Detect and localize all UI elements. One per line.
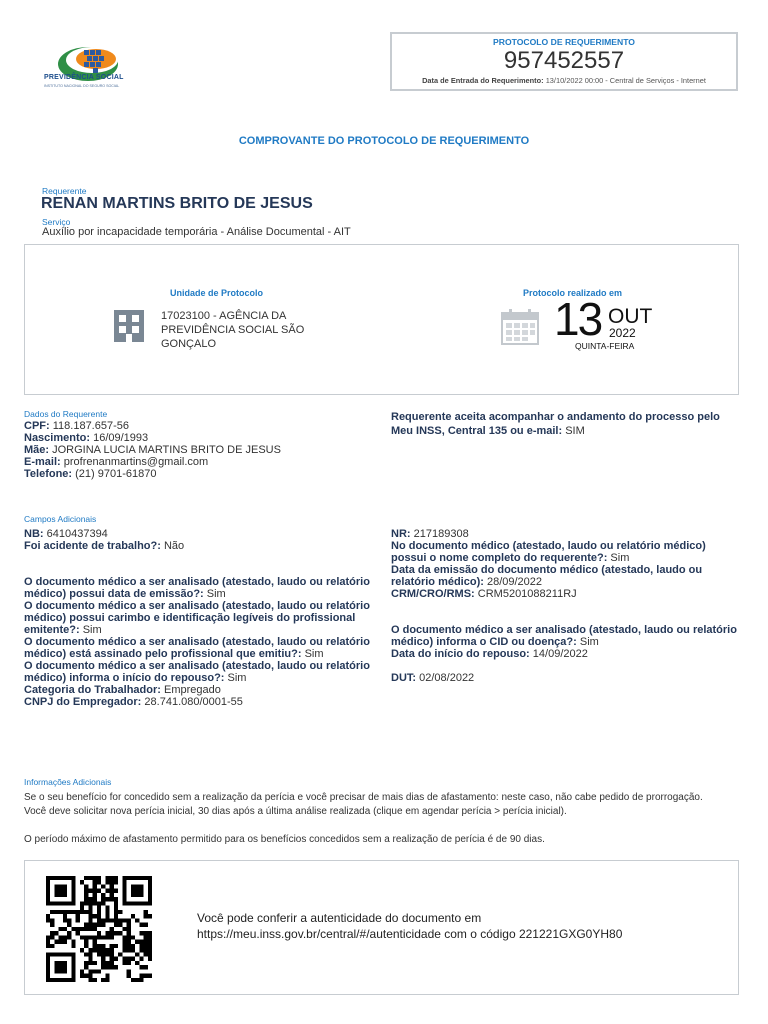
- field-worker-category: Categoria do Trabalhador: Empregado: [24, 684, 221, 696]
- additional-info-paragraph-2: O período máximo de afastamento permitido para os benefícios concedidos sem a realização de perícia é de 90 dias.: [24, 834, 545, 845]
- unit-name: 17023100 - AGÊNCIA DA PREVIDÊNCIA SOCIAL SÃO GONÇALO: [161, 310, 305, 350]
- logo-title: PREVIDÊNCIA SOCIAL: [44, 74, 124, 81]
- protocol-date-label: Protocolo realizado em: [523, 288, 623, 298]
- protocol-box: [390, 32, 738, 91]
- field-crm: CRM/CRO/RMS: CRM5201088211RJ: [391, 588, 577, 600]
- field-dut: DUT: 02/08/2022: [391, 672, 475, 684]
- unit-label: Unidade de Protocolo: [170, 288, 264, 298]
- field-nr: NR: 217189308: [391, 528, 469, 540]
- field-doc-emission: O documento médico a ser analisado (atestado, laudo ou relatório médico) possui data de emissão?: Sim: [24, 576, 370, 600]
- requester-name: RENAN MARTINS BRITO DE JESUS: [41, 195, 313, 212]
- field-doc-stamp: O documento médico a ser analisado (atestado, laudo ou relatório médico) possui carimbo e identificação legíveis do profissional emitente?: Sim: [24, 600, 370, 636]
- field-phone: Telefone: (21) 9701-61870: [24, 468, 157, 480]
- protocol-month: OUT: [608, 305, 653, 328]
- field-employer-cnpj: CNPJ do Empregador: 28.741.080/0001-55: [24, 696, 243, 708]
- requester-data-label: Dados do Requerente: [24, 409, 108, 419]
- logo-subtitle: INSTITUTO NACIONAL DO SEGURO SOCIAL: [44, 84, 120, 88]
- field-doc-full-name: No documento médico (atestado, laudo ou relatório médico) possui o nome completo do requerente?: Sim: [391, 540, 706, 564]
- protocol-year: 2022: [609, 326, 636, 340]
- field-doc-signed: O documento médico a ser analisado (atestado, laudo ou relatório médico) está assinado pelo profissional que emitiu?: Sim: [24, 636, 370, 660]
- field-email: E-mail: profrenanmartins@gmail.com: [24, 456, 209, 468]
- service-value: Auxílio por incapacidade temporária - Análise Documental - AIT: [42, 226, 351, 238]
- authenticity-text: Você pode conferir a autenticidade do documento em https://meu.inss.gov.br/central/#/autenticidade com o código 221221GXG0YH80: [197, 911, 623, 941]
- building-icon: [111, 308, 147, 344]
- additional-fields-right: [391, 528, 741, 684]
- field-work-accident: Foi acidente de trabalho?: Não: [24, 540, 185, 552]
- field-birth: Nascimento: 16/09/1993: [24, 432, 149, 444]
- service-label: Serviço: [42, 217, 71, 227]
- additional-fields-label: Campos Adicionais: [24, 514, 97, 524]
- qr-code: [46, 876, 152, 982]
- requester-label: Requerente: [42, 186, 87, 196]
- requester-data-fields: [24, 420, 394, 480]
- protocol-weekday: QUINTA-FEIRA: [575, 341, 635, 351]
- field-cpf: CPF: 118.187.657-56: [24, 420, 129, 432]
- field-mother: Mãe: JORGINA LUCIA MARTINS BRITO DE JESUS: [24, 444, 281, 456]
- field-accept-tracking: Requerente aceita acompanhar o andamento do processo pelo Meu INSS, Central 135 ou e-mail: SIM: [391, 411, 720, 437]
- calendar-icon: [500, 308, 540, 346]
- protocol-day: 13: [554, 293, 602, 345]
- additional-fields-left: [24, 528, 388, 708]
- protocol-number: 957452557: [503, 47, 625, 74]
- protocol-label: PROTOCOLO DE REQUERIMENTO: [493, 37, 635, 47]
- field-nb: NB: 6410437394: [24, 528, 108, 540]
- document-title: COMPROVANTE DO PROTOCOLO DE REQUERIMENTO: [238, 135, 530, 147]
- field-doc-cid: O documento médico a ser analisado (atestado, laudo ou relatório médico) informa o CID ou doença?: Sim: [391, 624, 737, 648]
- protocol-entry-date: Data de Entrada do Requerimento: 13/10/2022 00:00 - Central de Serviços - Internet: [422, 76, 706, 85]
- field-rest-start-date: Data do início do repouso: 14/09/2022: [391, 648, 588, 660]
- field-doc-rest-start: O documento médico a ser analisado (atestado, laudo ou relatório médico) informa o início do repouso?: Sim: [24, 660, 370, 684]
- additional-info-paragraph-1: Se o seu benefício for concedido sem a realização da perícia e você precisar de mais dias de afastamento: neste caso, não cabe pedido de prorrogação. Você deve solicitar nova perícia inicial, 30 dias após a última análise realizada (clique em agendar perícia > perícia inicial).: [24, 792, 703, 817]
- additional-info-label: Informações Adicionais: [24, 777, 112, 787]
- field-doc-emission-date: Data da emissão do documento médico (atestado, laudo ou relatório médico): 28/09/2022: [391, 564, 703, 588]
